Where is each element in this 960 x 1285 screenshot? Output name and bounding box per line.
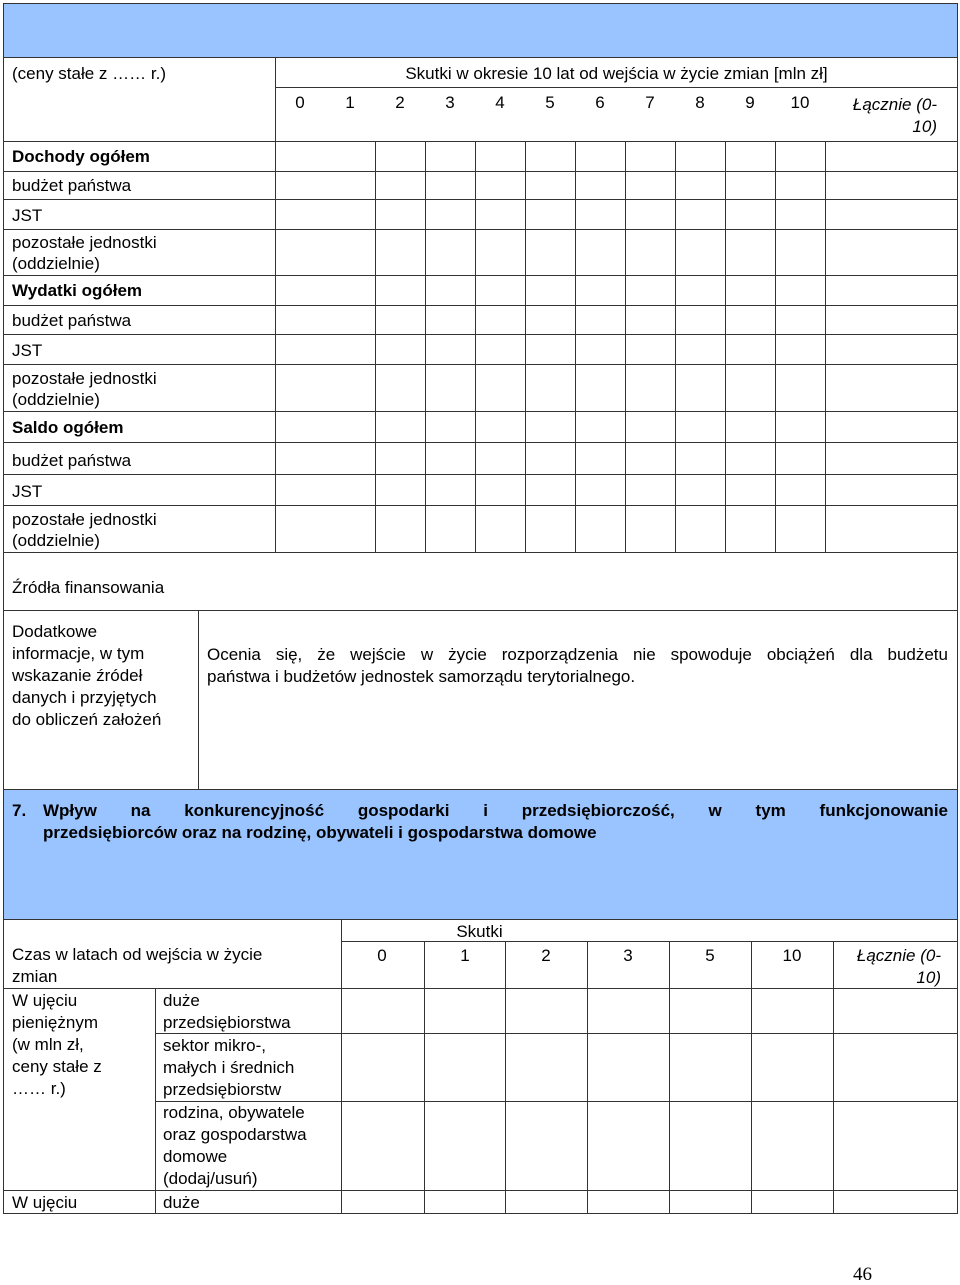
additional-info-text-1: Ocenia się, że wejście w życie rozporządzenia nie spowoduje obciążeń dla budżetu — [207, 645, 948, 664]
impact-effects-title: Skutki — [456, 922, 503, 941]
row-expenditure-other-b: (oddzielnie) — [12, 390, 100, 409]
additional-info-label-3: wskazanie źródeł — [12, 666, 143, 685]
impact-year-10: 10 — [782, 946, 802, 965]
additional-info-label-4: danych i przyjętych — [12, 688, 157, 707]
effects-title: Skutki w okresie 10 lat od wejścia w życie zmian [mln zł] — [405, 64, 828, 83]
year-header-8: 8 — [695, 93, 705, 112]
large-enterprises-a: duże — [163, 991, 200, 1010]
family-3: domowe — [163, 1147, 228, 1166]
row-expenditure-total: Wydatki ogółem — [12, 281, 143, 300]
row-revenue-total: Dochody ogółem — [12, 147, 150, 166]
additional-info-label-1: Dodatkowe — [12, 622, 98, 641]
money-label-1: W ujęciu — [12, 991, 78, 1010]
year-header-0: 0 — [295, 93, 305, 112]
year-header-3: 3 — [445, 93, 455, 112]
time-label-b: zmian — [12, 967, 58, 986]
impact-total-line2: 10) — [916, 968, 941, 987]
year-header-6: 6 — [595, 93, 605, 112]
total-header-line1: Łącznie (0- — [852, 95, 937, 114]
row-balance-other-b: (oddzielnie) — [12, 531, 100, 550]
row-balance-total: Saldo ogółem — [12, 418, 124, 437]
money-label-5: …… r.) — [12, 1079, 66, 1098]
money-label-3: (w mln zł, — [12, 1035, 84, 1054]
section-7-title-line1: Wpływ na konkurencyjność gospodarki i przedsiębiorczość, w tym funkcjonowanie — [43, 801, 948, 820]
year-header-7: 7 — [645, 93, 655, 112]
year-header-5: 5 — [545, 93, 555, 112]
additional-info-label-5: do obliczeń założeń — [12, 710, 162, 729]
family-4: (dodaj/usuń) — [163, 1169, 258, 1188]
section-header-bar — [3, 3, 958, 58]
year-header-4: 4 — [495, 93, 505, 112]
row-balance-jst: JST — [12, 482, 43, 501]
additional-info-label-2: informacje, w tym — [12, 644, 145, 663]
time-label-a: Czas w latach od wejścia w życie — [12, 945, 263, 964]
family-2: oraz gospodarstwa — [163, 1125, 307, 1144]
impact-year-0: 0 — [377, 946, 387, 965]
price-base-label: (ceny stałe z …… r.) — [12, 64, 166, 83]
money-label-4: ceny stałe z — [12, 1057, 102, 1076]
section-7-title-line2: przedsiębiorców oraz na rodzinę, obywateli i gospodarstwa domowe — [43, 823, 597, 842]
section-7-number: 7. — [12, 801, 27, 820]
impact-year-1: 1 — [460, 946, 470, 965]
sme-2: małych i średnich — [163, 1058, 295, 1077]
page-number: 46 — [853, 1264, 872, 1285]
row-revenue-jst: JST — [12, 206, 43, 225]
impact-total-header — [833, 945, 941, 989]
year-header-10: 10 — [790, 93, 810, 112]
row-revenue-state-budget: budżet państwa — [12, 176, 132, 195]
row-balance-other-a: pozostałe jednostki — [12, 510, 157, 529]
total-header-line2: 10) — [912, 117, 937, 136]
row-expenditure-state-budget: budżet państwa — [12, 311, 132, 330]
impact-year-5: 5 — [705, 946, 715, 965]
financing-sources-label: Źródła finansowania — [12, 578, 165, 597]
family-1: rodzina, obywatele — [163, 1103, 305, 1122]
row-expenditure-other-a: pozostałe jednostki — [12, 369, 157, 388]
last-row-left: W ujęciu — [12, 1193, 78, 1212]
row-balance-state-budget: budżet państwa — [12, 451, 132, 470]
impact-total-line1: Łącznie (0- — [856, 946, 941, 965]
row-revenue-other-a: pozostałe jednostki — [12, 233, 157, 252]
year-header-1: 1 — [345, 93, 355, 112]
total-header — [825, 94, 937, 138]
year-header-9: 9 — [745, 93, 755, 112]
additional-info-text-2: państwa i budżetów jednostek samorządu terytorialnego. — [207, 667, 636, 686]
sme-3: przedsiębiorstw — [163, 1080, 282, 1099]
sme-1: sektor mikro-, — [163, 1036, 266, 1055]
impact-year-2: 2 — [541, 946, 551, 965]
money-label-2: pieniężnym — [12, 1013, 98, 1032]
year-header-2: 2 — [395, 93, 405, 112]
row-expenditure-jst: JST — [12, 341, 43, 360]
row-revenue-other-b: (oddzielnie) — [12, 254, 100, 273]
impact-year-3: 3 — [623, 946, 633, 965]
large-enterprises-b: przedsiębiorstwa — [163, 1013, 291, 1032]
last-row-right: duże — [163, 1193, 200, 1212]
